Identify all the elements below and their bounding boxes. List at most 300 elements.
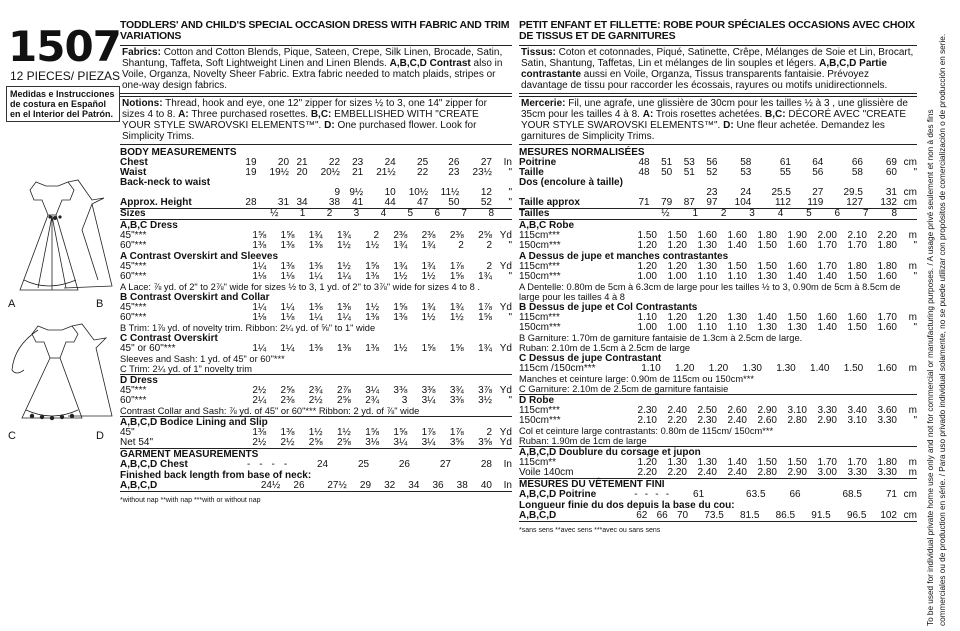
spanish-instructions-note: Medidas e Instrucciones de costura en Español en el Interior del Patrón.: [6, 86, 120, 122]
value-cell: 21: [296, 157, 308, 168]
value-cell: 9½: [349, 187, 364, 198]
value-cell: 1⅜: [365, 312, 380, 323]
table-row: [120, 198, 512, 208]
value-cell: 1.50: [847, 271, 867, 282]
row-label: 115cm***: [519, 405, 560, 416]
value-cell: 1⅝: [393, 302, 408, 313]
value-cell: 1½: [336, 261, 351, 272]
c-garniture-note: C Garniture: 2.10m de 2.5cm de garniture fantaisie: [519, 384, 729, 394]
value-cell: 1.40: [787, 271, 807, 282]
value-cell: 70: [677, 510, 689, 521]
value-cell: 34: [408, 480, 420, 491]
value-cell: 112: [774, 197, 791, 208]
value-cell: 3½: [478, 395, 492, 406]
unit-cell: m: [908, 312, 917, 323]
value-cell: 52: [706, 167, 718, 178]
row-label: Net 54": [120, 437, 154, 448]
value-cell: 27: [812, 187, 824, 198]
value-cell: 56: [812, 167, 824, 178]
mercerie-bc-text: DÉCORÉ AVEC "CREATE YOUR STYLE SWAROVSKI ELEMENTS™".: [521, 109, 907, 131]
value-cell: 1.40: [810, 363, 830, 374]
french-column: [519, 20, 917, 536]
notions-bc-text: EMBELLISHED WITH "CREATE YOUR STYLE SWAROVSKI ELEMENTS™".: [122, 109, 479, 131]
value-cell: 1⅜: [336, 343, 351, 354]
unit-cell: m: [908, 467, 917, 478]
value-cell: 38: [328, 197, 341, 208]
value-cell: 1.60: [877, 363, 897, 374]
value-cell: 41: [352, 197, 364, 208]
value-cell: 1⅛: [280, 312, 295, 323]
value-cell: -: [644, 489, 649, 500]
unit-cell: ": [913, 322, 917, 333]
value-cell: 1.80: [757, 230, 777, 241]
unit-cell: cm: [903, 489, 917, 500]
value-cell: 68.5: [842, 489, 862, 500]
sizes-label: Sizes: [120, 208, 146, 219]
fabrics-text: Cotton and Cotton Blends, Pique, Sateen, Crepe, Silk Linen, Brocade, Satin, Shantung, Taffeta, Soft Lightweight Linen and Linen Blends.: [122, 47, 503, 69]
value-cell: 91.5: [811, 510, 831, 521]
value-cell: 2½: [308, 395, 323, 406]
unit-cell: m: [908, 230, 917, 241]
value-cell: 3: [401, 395, 408, 406]
value-cell: 1.60: [847, 312, 867, 323]
table-row: [519, 364, 917, 374]
table-row: [120, 460, 512, 470]
notions-label: Notions:: [122, 98, 163, 109]
abc-robe-table: [519, 231, 917, 251]
mesures-table: [519, 158, 917, 208]
a-dessus-heading: A Dessus de jupe et manches contrastantes: [519, 251, 729, 262]
unit-cell: cm: [903, 510, 917, 521]
value-cell: 1⅝: [365, 427, 380, 438]
value-cell: 79: [661, 197, 673, 208]
size-cell: 7: [461, 208, 467, 219]
value-cell: 127: [846, 197, 863, 208]
row-label: Taille approx: [519, 197, 580, 208]
row-label: 115cm**: [519, 457, 557, 468]
english-title: TODDLERS' AND CHILD'S SPECIAL OCCASION DRESS WITH FABRIC AND TRIM VARIATIONS: [120, 19, 510, 42]
value-cell: [257, 178, 289, 188]
value-cell: 1½: [336, 427, 351, 438]
unit-cell: m: [908, 363, 917, 374]
value-cell: -: [246, 459, 251, 470]
value-cell: 1¾: [421, 240, 436, 251]
value-cell: 132: [880, 197, 897, 208]
value-cell: 1.20: [637, 261, 657, 272]
value-cell: 2.10: [637, 415, 657, 426]
value-cell: 3¼: [365, 385, 380, 396]
table-row: [519, 416, 917, 426]
unit-cell: ": [508, 187, 512, 198]
d-ruban-note: Ruban: 1.90m de 1cm de large: [519, 436, 647, 446]
tissus-contrast-label: A,B,C,D Partie contrastante: [521, 58, 887, 80]
value-cell: 48: [638, 157, 650, 168]
value-cell: 53: [740, 167, 752, 178]
value-cell: 26: [448, 157, 460, 168]
value-cell: 1½: [365, 302, 380, 313]
value-cell: 1.20: [675, 363, 695, 374]
fabrics-contrast-label: A,B,C,D Contrast: [389, 58, 471, 69]
value-cell: 3⅜: [449, 395, 464, 406]
value-cell: 66: [789, 489, 801, 500]
c-dessus-table: [519, 364, 917, 374]
value-cell: 97: [706, 197, 718, 208]
unit-cell: ": [508, 271, 512, 282]
abc-robe-heading: A,B,C Robe: [519, 220, 574, 231]
value-cell: 1⅜: [308, 240, 323, 251]
mercerie-bc: B,C:: [765, 109, 786, 120]
value-cell: 1.50: [757, 240, 777, 251]
table-row: [120, 272, 512, 282]
value-cell: [650, 178, 673, 188]
value-cell: -: [259, 459, 263, 470]
value-cell: 1¾: [421, 302, 436, 313]
value-cell: 50: [661, 167, 673, 178]
value-cell: 1½: [421, 271, 436, 282]
value-cell: 2¼: [252, 395, 267, 406]
value-cell: 1.20: [667, 261, 687, 272]
value-cell: 1.70: [847, 240, 867, 251]
value-cell: 1⅞: [478, 302, 492, 313]
value-cell: 3.30: [817, 405, 837, 416]
abc-dress-heading: A,B,C Dress: [120, 220, 178, 231]
value-cell: 1.10: [727, 271, 747, 282]
d-dress-table: [120, 386, 512, 406]
value-cell: 1.30: [776, 363, 796, 374]
unit-cell: Yd: [499, 302, 512, 313]
mercerie-text: Fil, une agrafe, une glissière de 30cm pour les tailles ½ à 3 , une glissière de 35cm pour les tailles 4 à 8.: [521, 98, 908, 120]
value-cell: 1⅝: [365, 261, 380, 272]
table-row: [519, 511, 917, 521]
unit-cell: ": [508, 197, 512, 208]
pieces-count: 12 PIECES/ PIEZAS: [10, 69, 121, 83]
mercerie-section: [519, 96, 917, 145]
value-cell: 1.30: [697, 457, 717, 468]
row-label: 150cm***: [519, 322, 561, 333]
value-cell: 10: [384, 187, 396, 198]
value-cell: 3.00: [817, 467, 837, 478]
table-row: [120, 438, 512, 448]
value-cell: 2⅜: [280, 395, 295, 406]
value-cell: 3¼: [421, 395, 436, 406]
value-cell: 48: [638, 167, 650, 178]
view-label-d: D: [96, 430, 104, 442]
taille-cell: 5: [806, 208, 812, 219]
tissus-text: Coton et cotonnades, Piqué, Satinette, Crêpe, Mélanges de Soie et Lin, Brocart, Satin, Shantung, Taffetas, Lin et mélanges de lin souples et légers.: [521, 47, 914, 69]
value-cell: 47: [417, 197, 429, 208]
value-cell: 21½: [376, 167, 396, 178]
row-label: 45": [120, 427, 135, 438]
value-cell: 36: [432, 480, 444, 491]
value-cell: 1⅝: [252, 230, 267, 241]
notions-a: A:: [178, 109, 189, 120]
value-cell: 1.70: [847, 457, 867, 468]
notions-text: Thread, hook and eye, one 12" zipper for sizes ½ to 3, one 14" zipper for sizes 4 to 8.: [122, 98, 487, 120]
value-cell: 1.10: [697, 322, 717, 333]
value-cell: 2: [373, 230, 380, 241]
value-cell: 1.40: [817, 271, 837, 282]
value-cell: 1.50: [843, 363, 864, 374]
a-lace-note: A Lace: ⅞ yd. of 2" to 2⅞" wide for sizes ½ to 3, 1 yd. of 2" to 3⅞" wide for sizes 4 to 8 .: [120, 282, 480, 292]
value-cell: 1.30: [757, 271, 777, 282]
table-row: [519, 272, 917, 282]
value-cell: 2⅜: [421, 230, 436, 241]
value-cell: 52: [480, 197, 492, 208]
unit-cell: In: [503, 157, 512, 168]
mercerie-a-text: Trois rosettes achetées.: [655, 109, 763, 120]
tissus-label: Tissus:: [521, 47, 556, 58]
finished-back-heading: Finished back length from base of neck:: [120, 470, 312, 481]
value-cell: 3.10: [847, 415, 867, 426]
c-sleeves-note: Sleeves and Sash: 1 yd. of 45" or 60"***: [120, 354, 285, 364]
value-cell: 1¼: [308, 312, 323, 323]
value-cell: 23½: [472, 167, 492, 178]
notions-a-text: Three purchased rosettes.: [191, 109, 309, 120]
value-cell: 2½: [252, 437, 267, 448]
value-cell: 1.30: [697, 240, 717, 251]
value-cell: 1.00: [637, 271, 657, 282]
value-cell: 51: [683, 167, 695, 178]
value-cell: 24: [740, 187, 752, 198]
value-cell: 1.40: [817, 322, 837, 333]
table-row: [120, 344, 512, 354]
value-cell: 1⅞: [449, 427, 464, 438]
value-cell: 1.10: [727, 322, 747, 333]
value-cell: 24: [384, 157, 396, 168]
c-overskirt-heading: C Contrast Overskirt: [120, 333, 218, 344]
unit-cell: ": [508, 312, 512, 323]
value-cell: 1.00: [667, 271, 687, 282]
size-cell: 2: [326, 208, 333, 219]
unit-cell: ": [508, 240, 512, 251]
unit-cell: In: [503, 480, 512, 491]
value-cell: 1.40: [727, 457, 747, 468]
value-cell: 2⅜: [393, 230, 408, 241]
unit-cell: cm: [903, 187, 917, 198]
value-cell: [672, 178, 695, 188]
value-cell: 1⅜: [252, 240, 267, 251]
value-cell: 19: [245, 157, 257, 168]
value-cell: 3.40: [847, 405, 867, 416]
size-cell: 6: [434, 208, 441, 219]
value-cell: 1.70: [817, 457, 837, 468]
pattern-number: 1507: [8, 22, 121, 71]
value-cell: 2.00: [817, 230, 837, 241]
value-cell: 3.30: [877, 415, 897, 426]
row-label: 60"***: [120, 395, 147, 406]
value-cell: 61: [693, 489, 705, 500]
value-cell: 1¼: [252, 261, 267, 272]
value-cell: -: [283, 459, 288, 470]
taille-cell: 1: [692, 208, 699, 219]
notions-d-text: One purchased flower. Look for Simplicity Trims.: [122, 120, 477, 142]
value-cell: 66: [656, 510, 668, 521]
taille-cell: 8: [891, 208, 897, 219]
row-label: Chest: [120, 157, 148, 168]
size-cell: 8: [488, 208, 494, 219]
disclaimer-line-2: commerciales ou de production en série. / Para uso privado individual solamente, no se puede utilizar con propósitos de comercialización o de producción en serie.: [938, 33, 947, 626]
value-cell: 31: [885, 187, 897, 198]
unit-cell: ": [913, 271, 917, 282]
row-label: 45"***: [120, 385, 147, 396]
tissus-section: [519, 45, 917, 94]
abc-dress-table: [120, 231, 512, 251]
value-cell: 22: [417, 167, 429, 178]
table-row: [519, 241, 917, 251]
value-cell: 22: [328, 157, 341, 168]
french-title: PETIT ENFANT ET FILLETTE: ROBE POUR SPÉCIALES OCCASIONS AVEC CHOIX DE TISSUS ET DE GARNITURES: [519, 19, 915, 42]
row-label: 115cm /150cm***: [519, 363, 596, 374]
dos-table: [519, 511, 917, 521]
c-dessus-heading: C Dessus de jupe Contrastant: [519, 353, 662, 364]
unit-cell: ": [913, 415, 917, 426]
row-label: 60"***: [120, 240, 147, 251]
value-cell: 1.60: [877, 271, 897, 282]
value-cell: 1⅝: [449, 271, 464, 282]
value-cell: 2: [486, 261, 492, 272]
fabrics-section: [120, 45, 512, 94]
value-cell: 34: [296, 197, 308, 208]
value-cell: 25: [417, 157, 429, 168]
d-robe-table: [519, 406, 917, 426]
row-label: 45"***: [120, 261, 147, 272]
value-cell: -: [271, 459, 275, 470]
unit-cell: Yd: [499, 230, 512, 241]
row-label: 45"***: [120, 302, 147, 313]
value-cell: 3¼: [393, 437, 408, 448]
unit-cell: In: [503, 459, 512, 470]
value-cell: 1.10: [641, 363, 661, 374]
value-cell: 62: [636, 510, 648, 521]
value-cell: 1.20: [667, 312, 687, 323]
value-cell: 1¼: [280, 343, 295, 354]
sizes-row: [120, 208, 512, 219]
value-cell: 2½: [252, 385, 267, 396]
taille-cell: 4: [777, 208, 784, 219]
value-cell: 2.30: [697, 415, 717, 426]
value-cell: 27½: [327, 480, 347, 491]
value-cell: [627, 178, 650, 188]
unit-cell: ": [913, 240, 917, 251]
table-row: [120, 313, 512, 323]
value-cell: 3⅛: [365, 437, 380, 448]
tissus-text-2: aussi en Voile, Organza, Tissus transparents fantaisie. Prévoyez davantage de tissu pour raccorder les écossais, rayures ou motifs unidirectionnels.: [521, 69, 888, 91]
value-cell: 24½: [260, 480, 281, 491]
value-cell: -: [665, 489, 670, 500]
doublure-heading: A,B,C,D Doublure du corsage et jupon: [519, 447, 701, 458]
c-trim-note: C Trim: 2¼ yd. of 1" novelty trim: [120, 364, 252, 374]
value-cell: 1.50: [637, 230, 657, 241]
value-cell: 51: [661, 157, 673, 168]
value-cell: 102: [880, 510, 897, 521]
value-cell: 1.10: [697, 271, 717, 282]
value-cell: 1¾: [421, 261, 436, 272]
row-label: 150cm***: [519, 415, 561, 426]
disclaimer-line-1: To be used for individual private home use only and not for commercial or manufacturing purposes. / A usage privé seulement et non à des fins: [926, 109, 935, 626]
row-label: 150cm***: [519, 271, 561, 282]
value-cell: 58: [740, 157, 752, 168]
value-cell: 1.30: [727, 312, 747, 323]
row-label: Taille: [519, 167, 544, 178]
garment-chest-table: [120, 460, 512, 470]
b-dessus-table: [519, 313, 917, 333]
body-measurements-heading: BODY MEASUREMENTS: [120, 147, 237, 158]
value-cell: 1.00: [667, 322, 687, 333]
table-row: [120, 241, 512, 251]
value-cell: 27: [480, 157, 492, 168]
english-column: [120, 20, 512, 506]
taille-cell: 2: [720, 208, 727, 219]
unit-cell: ": [508, 395, 512, 406]
value-cell: 32: [384, 480, 396, 491]
value-cell: 1¼: [336, 271, 351, 282]
value-cell: 1⅜: [280, 427, 295, 438]
body-measurements-table: [120, 158, 512, 208]
value-cell: 1⅝: [449, 343, 464, 354]
a-dentelle-note: A Dentelle: 0.80m de 5cm à 6.3cm de large pour les tailles ½ to 3, 0.90m de 5cm à 8.5cm de large pour les tailles 4 à 8: [519, 282, 901, 302]
value-cell: 2.60: [727, 405, 747, 416]
row-label: Approx. Height: [120, 197, 192, 208]
unit-cell: m: [908, 261, 917, 272]
a-dessus-table: [519, 262, 917, 282]
value-cell: 1¾: [308, 230, 323, 241]
value-cell: 1½: [336, 240, 351, 251]
value-cell: 38: [456, 480, 468, 491]
value-cell: 2.90: [787, 467, 807, 478]
value-cell: 1.30: [742, 363, 762, 374]
value-cell: 3.30: [877, 467, 897, 478]
value-cell: 2.90: [757, 405, 777, 416]
row-label: 60"***: [120, 312, 147, 323]
value-cell: 1⅝: [393, 427, 408, 438]
value-cell: 3⅞: [478, 385, 492, 396]
view-label-b: B: [96, 298, 104, 310]
size-cell: 4: [380, 208, 387, 219]
value-cell: 1⅜: [308, 343, 323, 354]
row-label: Voile 140cm: [519, 467, 574, 478]
size-cell: 5: [407, 208, 414, 219]
value-cell: 1.30: [757, 322, 777, 333]
size-cell: ½: [270, 208, 279, 219]
value-cell: 1.60: [697, 230, 717, 241]
mercerie-d: D:: [723, 120, 734, 131]
value-cell: 2.10: [847, 230, 867, 241]
size-cell: 3: [353, 208, 360, 219]
tailles-row: [519, 208, 917, 219]
row-label: 45"***: [120, 230, 147, 241]
unit-cell: ": [508, 167, 512, 178]
value-cell: 1.00: [637, 322, 657, 333]
b-overskirt-table: [120, 303, 512, 323]
value-cell: 1.60: [727, 230, 747, 241]
value-cell: 60: [885, 167, 897, 178]
row-label: Poitrine: [519, 157, 557, 168]
value-cell: 2¾: [308, 385, 323, 396]
value-cell: 3¼: [421, 437, 436, 448]
value-cell: 53: [683, 157, 695, 168]
value-cell: 1¼: [308, 271, 323, 282]
value-cell: 2: [486, 240, 492, 251]
row-label: A,B,C,D Poitrine: [519, 489, 597, 500]
dress-sketch-graphic: [8, 170, 116, 450]
value-cell: 1⅝: [421, 343, 436, 354]
value-cell: 1.50: [757, 261, 777, 272]
value-cell: 29: [359, 480, 372, 491]
value-cell: 3¾: [449, 385, 464, 396]
value-cell: 1.20: [637, 240, 657, 251]
value-cell: 1.20: [708, 363, 729, 374]
value-cell: 1⅜: [308, 261, 323, 272]
